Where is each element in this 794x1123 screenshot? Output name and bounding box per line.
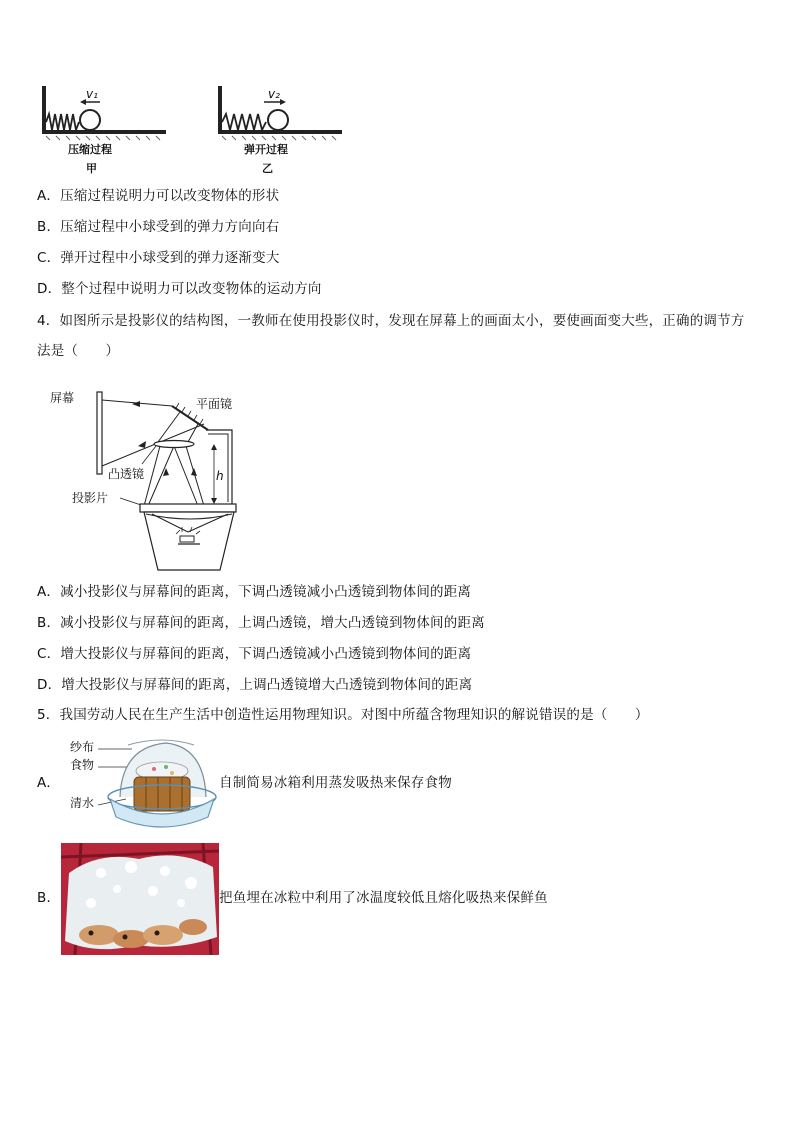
label-lens: 凸透镜 — [108, 467, 145, 481]
figure-yi — [218, 86, 342, 175]
spring-releasing — [222, 114, 266, 130]
convex-lens — [154, 441, 194, 448]
caption-jia: 甲 — [86, 162, 97, 175]
label-h: h — [216, 469, 224, 483]
q4-stem-line1: 4．如图所示是投影仪的结构图，一教师在使用投影仪时，发现在屏幕上的画面太小，要使画面变大些，正确的调节方 — [37, 313, 745, 329]
q5-option-b-letter: B． — [37, 890, 61, 906]
caption-release: 弹开过程 — [244, 143, 288, 156]
ball — [80, 110, 100, 130]
projector-stage — [140, 504, 236, 512]
simple-fridge-figure — [68, 737, 220, 831]
q3-option-d: D．整个过程中说明力可以改变物体的运动方向 — [37, 281, 322, 297]
label-slide: 投影片 — [72, 491, 109, 505]
label-food: 食物 — [70, 758, 95, 772]
figure-jia — [42, 86, 166, 175]
q4-stem-line2: 法是（ ） — [37, 343, 120, 359]
label-cloth: 纱布 — [70, 740, 95, 754]
q5-option-a-text: 自制简易冰箱利用蒸发吸热来保存食物 — [219, 775, 452, 791]
q5-option-a-letter: A． — [37, 775, 61, 791]
velocity-label-v2: v₂ — [268, 87, 280, 101]
screen — [97, 392, 102, 474]
q3-option-c: C．弹开过程中小球受到的弹力逐渐变大 — [37, 250, 280, 266]
velocity-label-v1: v₁ — [86, 87, 98, 101]
lamp — [180, 536, 194, 542]
q4-option-c: C．增大投影仪与屏幕间的距离，下调凸透镜减小凸透镜到物体间的距离 — [37, 646, 472, 662]
spring-ball-figure — [38, 84, 348, 176]
q3-option-b: B．压缩过程中小球受到的弹力方向向右 — [37, 219, 280, 235]
projector-diagram — [48, 384, 248, 576]
q5-option-b-text: 把鱼埋在冰粒中利用了冰温度较低且熔化吸热来保鲜鱼 — [219, 890, 548, 906]
label-water: 清水 — [70, 796, 95, 810]
q4-option-b: B．减小投影仪与屏幕间的距离，上调凸透镜，增大凸透镜到物体间的距离 — [37, 615, 485, 631]
label-screen: 屏幕 — [50, 391, 75, 405]
label-mirror: 平面镜 — [196, 397, 233, 411]
q4-option-d: D．增大投影仪与屏幕间的距离，上调凸透镜增大凸透镜到物体间的距离 — [37, 677, 473, 693]
ball — [268, 110, 288, 130]
caption-yi: 乙 — [262, 162, 273, 175]
light-rays — [102, 400, 204, 506]
spring-compressed — [46, 114, 79, 130]
q5-stem: 5．我国劳动人民在生产生活中创造性运用物理知识。对图中所蕴含物理知识的解说错误的是（ ） — [37, 707, 649, 723]
caption-compress: 压缩过程 — [68, 143, 112, 156]
q4-option-a: A．减小投影仪与屏幕间的距离，下调凸透镜减小凸透镜到物体间的距离 — [37, 584, 472, 600]
fish-in-ice-photo — [61, 843, 219, 955]
q3-option-a: A．压缩过程说明力可以改变物体的形状 — [37, 188, 280, 204]
